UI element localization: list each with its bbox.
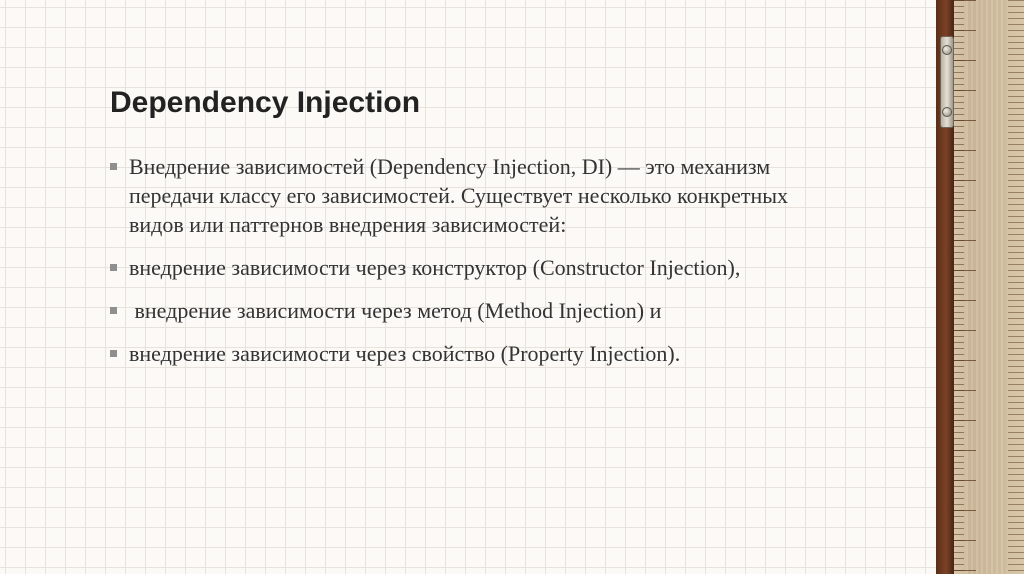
bullet-text: Внедрение зависимостей (Dependency Injection, DI) — это механизм передачи классу его зависимостей. Существует несколько конкретных видов или паттернов внедрения зависимостей: — [129, 154, 789, 237]
bullet-list — [110, 152, 930, 382]
square-bullet-icon — [110, 307, 117, 314]
square-bullet-icon — [110, 350, 117, 357]
bullet-item — [110, 296, 930, 325]
ruler-image — [936, 0, 1024, 574]
bullet-item — [110, 152, 839, 239]
ruler-bracket — [940, 36, 954, 128]
bullet-text: внедрение зависимости через свойство (Property Injection). — [129, 341, 681, 366]
screw-icon — [942, 107, 952, 117]
bullet-item — [110, 339, 930, 368]
slide-title: Dependency Injection — [110, 86, 421, 119]
square-bullet-icon — [110, 264, 117, 271]
screw-icon — [942, 45, 952, 55]
bullet-text: внедрение зависимости через метод (Method Injection) и — [129, 298, 662, 323]
bullet-item — [110, 253, 930, 282]
square-bullet-icon — [110, 163, 117, 170]
bullet-text: внедрение зависимости через конструктор (Constructor Injection), — [129, 255, 741, 280]
ruler-ticks-right — [1008, 0, 1024, 574]
